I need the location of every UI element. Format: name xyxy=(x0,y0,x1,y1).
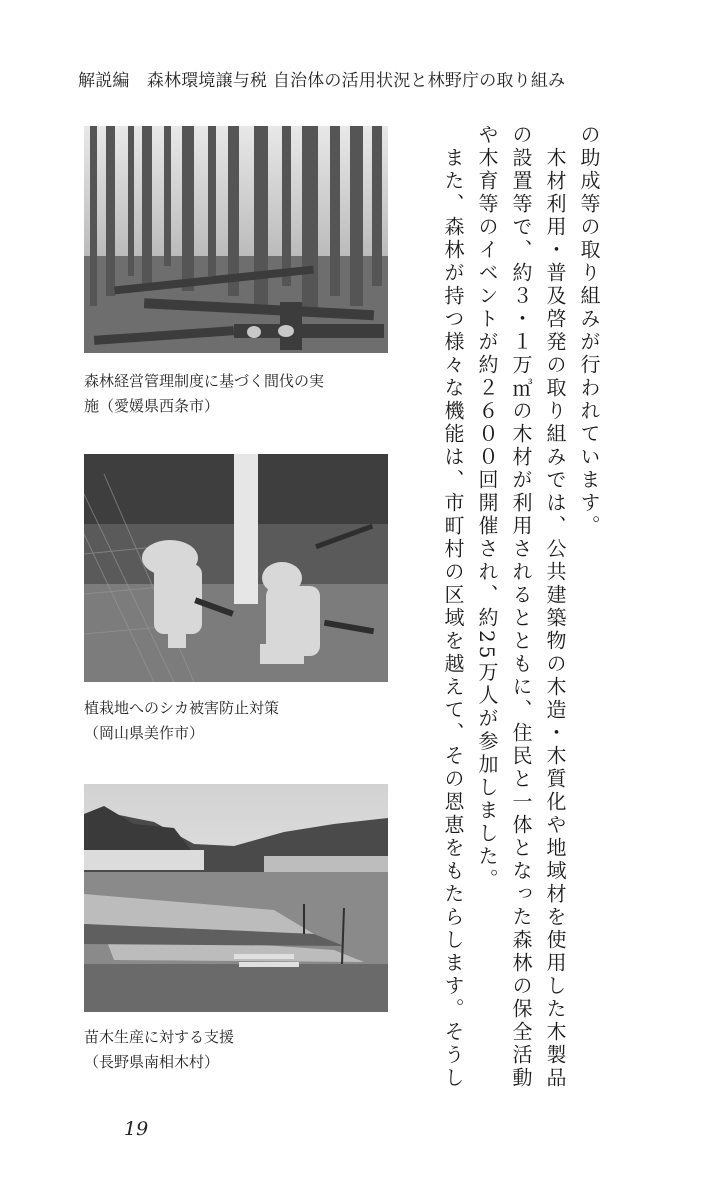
caption-line: 植栽地へのシカ被害防止対策 xyxy=(84,699,280,717)
body-text-column: の助成等の取り組みが行われています。 xyxy=(577,124,601,538)
figure-caption xyxy=(84,696,402,746)
body-text-column: また、森林が持つ様々な機能は、市町村の区域を越えて、その恩恵をもたらします。そうし xyxy=(441,124,465,1090)
body-text-column: の設置等で、約３・１万㎥の木材が利用されるとともに、住民と一体となった森林の保全活動 xyxy=(509,124,533,1090)
body-text-column: や木育等のイベントが約２６００回開催され、約25万人が参加しました。 xyxy=(475,124,499,892)
seedling-production-photo xyxy=(84,784,388,1012)
figure-caption xyxy=(84,369,402,419)
caption-line: 森林経営管理制度に基づく間伐の実 xyxy=(84,372,325,390)
deer-damage-prevention-photo xyxy=(84,454,388,682)
header-title: 森林環境譲与税 自治体の活用状況と林野庁の取り組み xyxy=(146,71,566,91)
caption-line: （岡山県美作市） xyxy=(84,724,205,742)
caption-line: （長野県南相木村） xyxy=(84,1053,220,1071)
caption-line: 苗木生産に対する支援 xyxy=(84,1028,235,1046)
body-text-column: 木材利用・普及啓発の取り組みでは、公共建築物の木造・木質化や地域材を使用した木製品 xyxy=(543,124,567,1090)
header-section: 解説編 xyxy=(78,71,130,91)
caption-line: 施（愛媛県西条市） xyxy=(84,397,220,415)
running-header xyxy=(78,66,638,91)
body-text xyxy=(441,124,606,1090)
page-number: 19 xyxy=(124,1118,149,1140)
forest-thinning-photo xyxy=(84,126,388,353)
figure-caption xyxy=(84,1025,402,1075)
